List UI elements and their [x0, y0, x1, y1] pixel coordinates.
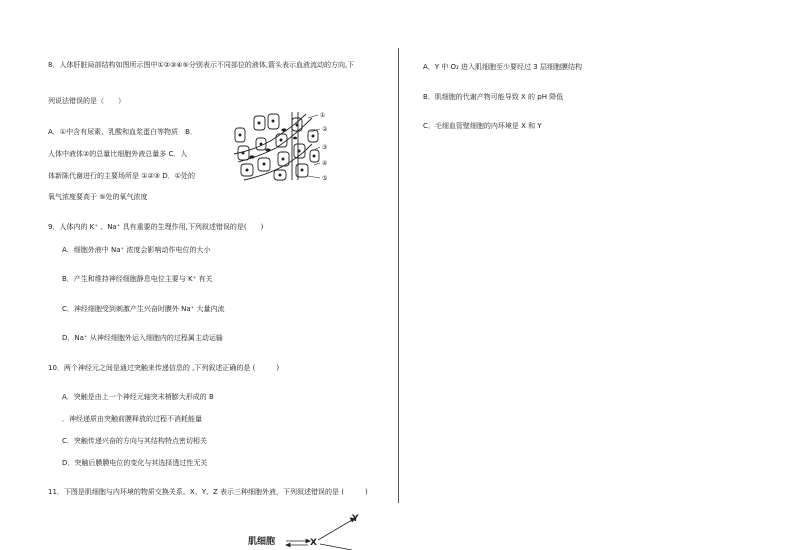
q10-option-a: A．突触是由上一个神经元轴突末梢膨大形成的 B	[62, 393, 214, 401]
q10-option-b: ．神经递质由突触前膜释放的过程不消耗能量	[62, 415, 202, 423]
muscle-cell-label: 肌细胞	[248, 537, 276, 547]
q8-option-line3: 体新陈代谢进行的主要场所是 ①②③ D．①处的	[48, 172, 195, 180]
x-label: X	[310, 538, 317, 548]
q10-option-c: C．突触传递兴奋的方向与其结构特点密切相关	[62, 437, 207, 445]
q10-option-d: D．突触后膜膜电位的变化与其选择透过性无关	[62, 459, 208, 467]
q9-option-d: D．Na⁺ 从神经细胞外运入细胞内的过程属主动运输	[62, 334, 223, 342]
muscle-exchange-figure	[246, 512, 366, 550]
figure-label-4: ④	[322, 160, 328, 167]
q11-stem: 11．下图是肌细胞与内环境的物质交换关系。X、Y、Z 表示三种细胞外液，下列叙述错误的是 ( )	[48, 488, 368, 496]
q8-stem-line1: 8．人体肝脏局部结构如图所示图中①②③④⑤分别表示不同部位的液体,箭头表示血液流动的方向,下	[48, 61, 355, 69]
liver-tissue-figure	[232, 110, 332, 184]
figure-label-1: ①	[320, 112, 326, 119]
q8-option-line1: A．①中含有尿素、乳酸和血浆蛋白等物质 B．	[48, 128, 197, 136]
q11-option-b: B．肌细胞的代谢产物可能导致 X 的 pH 降低	[423, 93, 564, 101]
figure-label-2: ②	[322, 126, 328, 133]
q10-stem: 10．两个神经元之间是通过突触来传递信息的 ,下列叙述正确的是 ( )	[48, 364, 280, 372]
column-divider	[398, 48, 399, 503]
y-label: Y	[352, 514, 359, 524]
q9-option-c: C．神经细胞受到刺激产生兴奋时膜外 Na⁺ 大量内流	[62, 305, 225, 313]
q9-option-a: A．细胞外液中 Na⁺ 浓度会影响动作电位的大小	[62, 246, 211, 254]
figure-label-3: ③	[322, 144, 328, 151]
figure-label-5: ⑤	[322, 175, 328, 182]
q9-stem: 9．人体内的 K⁺ 、Na⁺ 具有重要的生理作用,下列叙述错误的是( )	[48, 223, 264, 231]
q8-stem-line2: 列说法错误的是（ ）	[48, 97, 125, 105]
q9-option-b: B．产生和维持神经细胞静息电位主要与 K⁺ 有关	[62, 275, 213, 283]
q8-option-line4: 氧气浓度要高于 ⑤处的氧气浓度	[48, 193, 148, 201]
q11-option-c: C．毛细血管壁细胞的内环境是 X 和 Y	[423, 122, 542, 130]
q8-option-line2: 人体中液体②的总量比细胞外液总量多 C．人	[48, 150, 188, 158]
q11-option-a: A．Y 中 O₂ 进入肌细胞至少要经过 3 层细胞膜结构	[423, 63, 582, 71]
